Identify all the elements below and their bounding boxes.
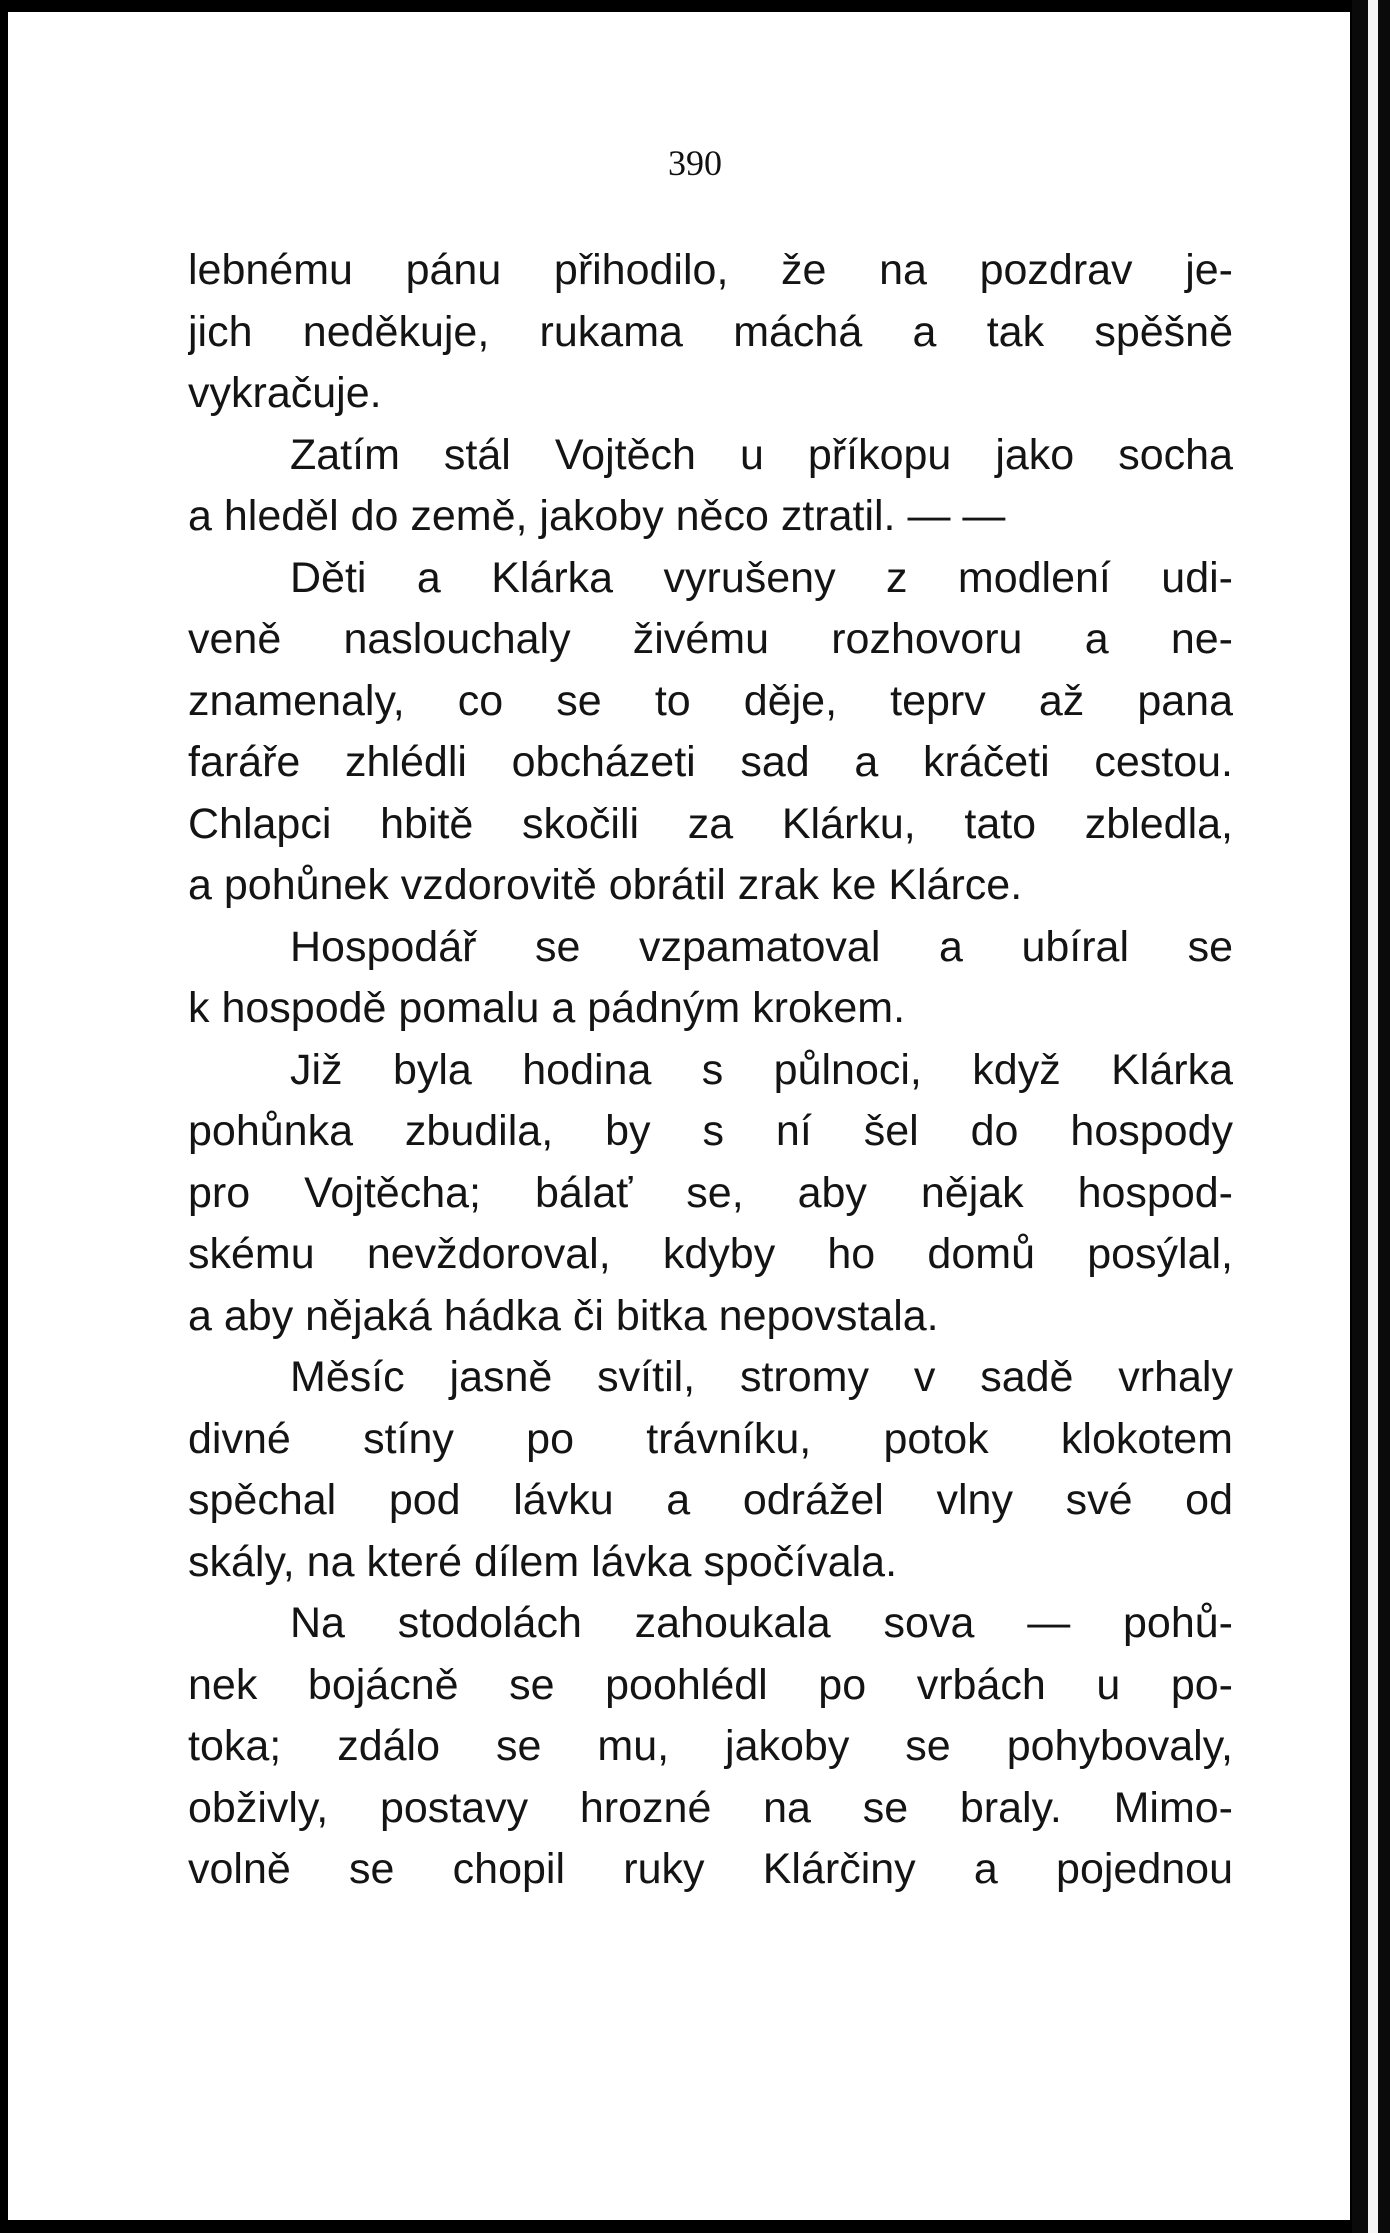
- text-line: a hleděl do země, jakoby něco ztratil. — —: [188, 492, 1006, 540]
- text-line: a pohůnek vzdorovitě obrátil zrak ke Klárce.: [188, 861, 1023, 909]
- body-text: [188, 240, 1233, 1901]
- text-line: pro Vojtěcha; bálať se, aby nějak hospod-: [188, 1168, 1233, 1217]
- text-line: veně naslouchaly živému rozhovoru a ne-: [188, 615, 1233, 663]
- text-line: Chlapci hbitě skočili za Klárku, tato zbledla,: [188, 799, 1233, 848]
- text-line: Hospodář se vzpamatoval a ubíral se: [290, 922, 1233, 971]
- text-line: divné stíny po trávníku, potok klokotem: [188, 1414, 1233, 1463]
- page-number: 390: [668, 143, 722, 183]
- text-line: nek bojácně se poohlédl po vrbách u po-: [188, 1660, 1233, 1709]
- text-line: vykračuje.: [188, 369, 382, 417]
- text-line: toka; zdálo se mu, jakoby se pohybovaly,: [188, 1722, 1233, 1770]
- text-line: obživly, postavy hrozné na se braly. Mimo-: [188, 1783, 1233, 1832]
- text-line: a aby nějaká hádka či bitka nepovstala.: [188, 1291, 939, 1340]
- text-line: skému nevždoroval, kdyby ho domů posýlal,: [188, 1230, 1233, 1278]
- text-line: Děti a Klárka vyrušeny z modlení udi-: [290, 553, 1233, 602]
- adjacent-page-edge: [1368, 0, 1378, 2233]
- text-line: k hospodě pomalu a pádným krokem.: [188, 984, 906, 1032]
- text-line: Již byla hodina s půlnoci, když Klárka: [290, 1045, 1233, 1094]
- text-line: lebnému pánu přihodilo, že na pozdrav je-: [188, 246, 1233, 294]
- text-line: Na stodolách zahoukala sova — pohů-: [290, 1599, 1233, 1647]
- text-line: faráře zhlédli obcházeti sad a kráčeti cestou.: [188, 738, 1233, 786]
- text-line: Měsíc jasně svítil, stromy v sadě vrhaly: [290, 1353, 1233, 1401]
- text-line: skály, na které dílem lávka spočívala.: [188, 1537, 898, 1586]
- text-line: volně se chopil ruky Klárčiny a pojednou: [188, 1845, 1233, 1893]
- text-line: pohůnka zbudila, by s ní šel do hospody: [188, 1107, 1233, 1155]
- text-line: spěchal pod lávku a odrážel vlny své od: [188, 1476, 1233, 1524]
- text-line: znamenaly, co se to děje, teprv až pana: [188, 676, 1233, 725]
- text-line: Zatím stál Vojtěch u příkopu jako socha: [290, 430, 1233, 479]
- text-line: jich neděkuje, rukama máchá a tak spěšně: [188, 307, 1233, 356]
